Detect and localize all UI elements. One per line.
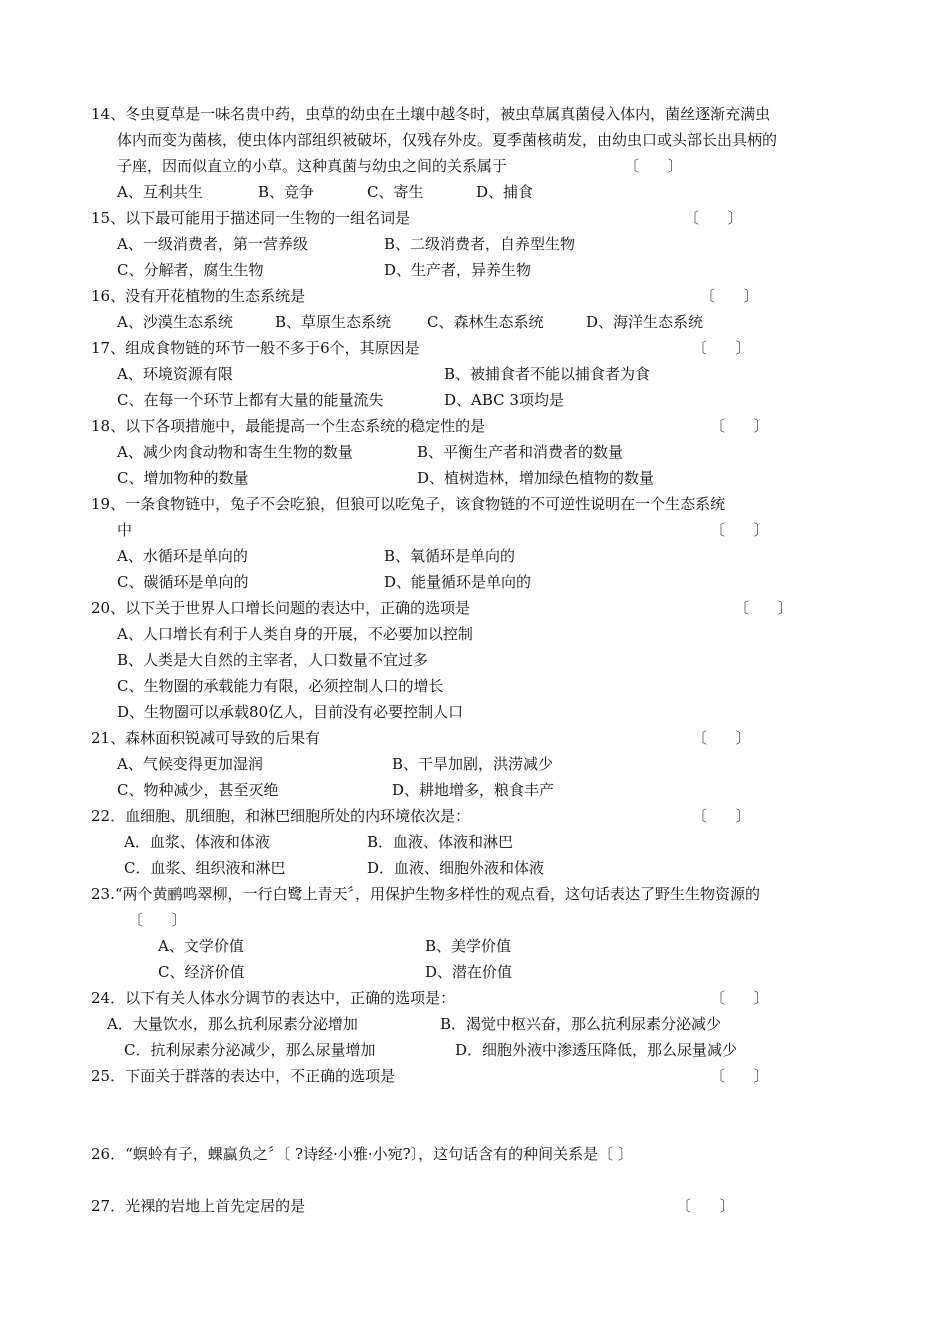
q20-option-b: B、人类是大自然的主宰者，人口数量不宜过多 xyxy=(117,651,429,669)
q23-stem: 23.“两个黄鹂鸣翠柳，一行白鹭上青天〞，用保护生物多样性的观点看，这句话表达了野生生物资源的 xyxy=(91,885,761,903)
q17-option-b: B、被捕食者不能以捕食者为食 xyxy=(444,365,651,383)
q19-stem-line2: 中 xyxy=(117,521,133,539)
q16-option-d: D、海洋生态系统 xyxy=(586,313,704,331)
q15-option-d: D、生产者，异养生物 xyxy=(384,261,532,279)
q14-option-b: B、竞争 xyxy=(258,183,315,201)
q14-option-c: C、寄生 xyxy=(367,183,424,201)
q16-option-a: A、沙漠生态系统 xyxy=(117,313,233,331)
q22-option-d: D．血液、细胞外液和体液 xyxy=(367,859,545,877)
q24-option-d: D．细胞外液中渗透压降低，那么尿量减少 xyxy=(455,1041,738,1059)
q19-option-c: C、碳循环是单向的 xyxy=(117,573,249,591)
q20-option-a: A、人口增长有利于人类自身的开展，不必要加以控制 xyxy=(117,625,473,643)
q14-stem-line1: 14、冬虫夏草是一味名贵中药，虫草的幼虫在土壤中越冬时，被虫草属真菌侵入体内，菌丝逐渐充满虫 xyxy=(91,105,771,123)
q17-option-a: A、环境资源有限 xyxy=(117,365,233,383)
q17-option-d: D、ABC 3项均是 xyxy=(444,391,564,409)
q18-stem: 18、以下各项措施中，最能提高一个生态系统的稳定性的是 xyxy=(91,417,486,435)
q14-option-d: D、捕食 xyxy=(476,183,534,201)
q15-option-c: C、分解者，腐生生物 xyxy=(117,261,264,279)
q14-stem-line2: 体内而变为菌核，使虫体内部组织被破坏，仅残存外皮。夏季菌核萌发，由幼虫口或头部长出具柄的 xyxy=(117,131,778,149)
q19-answer-blank: 〔 〕 xyxy=(710,521,769,539)
q25-stem: 25．下面关于群落的表达中，不正确的选项是 xyxy=(91,1067,396,1085)
q17-answer-blank: 〔 〕 xyxy=(692,339,751,357)
q24-option-a: A．大量饮水，那么抗利尿素分泌增加 xyxy=(107,1015,358,1033)
q21-answer-blank: 〔 〕 xyxy=(692,729,751,747)
q19-stem-line1: 19、一条食物链中，兔子不会吃狼，但狼可以吃兔子，该食物链的不可逆性说明在一个生态系统 xyxy=(91,495,726,513)
q18-option-d: D、植树造林，增加绿色植物的数量 xyxy=(417,469,655,487)
q22-option-b: B．血液、体液和淋巴 xyxy=(367,833,514,851)
q15-answer-blank: 〔 〕 xyxy=(684,209,743,227)
q18-option-c: C、增加物种的数量 xyxy=(117,469,249,487)
q26-stem: 26．“螟蛉有子，蜾蠃负之〞〔 ?诗经·小雅·小宛?〕，这句话含有的种间关系是〔 〕 xyxy=(91,1145,633,1163)
q18-option-a: A、减少肉食动物和寄生生物的数量 xyxy=(117,443,353,461)
q17-stem: 17、组成食物链的环节一般不多于6个，其原因是 xyxy=(91,339,420,357)
q25-answer-blank: 〔 〕 xyxy=(710,1067,769,1085)
q24-answer-blank: 〔 〕 xyxy=(710,989,769,1007)
q18-option-b: B、平衡生产者和消费者的数量 xyxy=(417,443,624,461)
q15-stem: 15、以下最可能用于描述同一生物的一组名词是 xyxy=(91,209,411,227)
q15-option-b: B、二级消费者，自养型生物 xyxy=(384,235,576,253)
q16-stem: 16、没有开花植物的生态系统是 xyxy=(91,287,306,305)
q20-answer-blank: 〔 〕 xyxy=(734,599,793,617)
q21-option-a: A、气候变得更加湿润 xyxy=(117,755,263,773)
q22-stem: 22．血细胞、肌细胞，和淋巴细胞所处的内环境依次是： xyxy=(91,807,471,825)
q19-option-a: A、水循环是单向的 xyxy=(117,547,248,565)
q20-stem: 20、以下关于世界人口增长问题的表达中，正确的选项是 xyxy=(91,599,471,617)
q23-option-d: D、潜在价值 xyxy=(425,963,513,981)
q14-option-a: A、互利共生 xyxy=(117,183,203,201)
q27-stem: 27．光裸的岩地上首先定居的是 xyxy=(91,1197,306,1215)
q24-option-b: B．渴觉中枢兴奋，那么抗利尿素分泌减少 xyxy=(440,1015,722,1033)
q24-option-c: C．抗利尿素分泌减少，那么尿量增加 xyxy=(124,1041,376,1059)
q14-stem-line3: 子座，因而似直立的小草。这种真菌与幼虫之间的关系属于 xyxy=(117,157,508,175)
q21-option-b: B、干旱加剧，洪涝减少 xyxy=(392,755,554,773)
q16-option-c: C、森林生态系统 xyxy=(427,313,544,331)
q22-option-a: A．血浆、体液和体液 xyxy=(124,833,270,851)
q18-answer-blank: 〔 〕 xyxy=(710,417,769,435)
q21-option-d: D、耕地增多，粮食丰产 xyxy=(392,781,555,799)
q27-answer-blank: 〔 〕 xyxy=(676,1197,735,1215)
q22-answer-blank: 〔 〕 xyxy=(692,807,751,825)
q24-stem: 24．以下有关人体水分调节的表达中，正确的选项是： xyxy=(91,989,456,1007)
q20-option-c: C、生物圈的承载能力有限，必须控制人口的增长 xyxy=(117,677,444,695)
q21-stem: 21、森林面积锐减可导致的后果有 xyxy=(91,729,321,747)
q23-option-a: A、文学价值 xyxy=(158,937,244,955)
q15-option-a: A、一级消费者，第一营养级 xyxy=(117,235,308,253)
q16-answer-blank: 〔 〕 xyxy=(700,287,759,305)
q21-option-c: C、物种减少，甚至灭绝 xyxy=(117,781,279,799)
q20-option-d: D、生物圈可以承载80亿人，目前没有必要控制人口 xyxy=(117,703,464,721)
q19-option-d: D、能量循环是单向的 xyxy=(384,573,532,591)
q23-answer-blank: 〔 〕 xyxy=(128,911,187,929)
q16-option-b: B、草原生态系统 xyxy=(275,313,392,331)
q17-option-c: C、在每一个环节上都有大量的能量流失 xyxy=(117,391,384,409)
q23-option-b: B、美学价值 xyxy=(425,937,512,955)
q19-option-b: B、氧循环是单向的 xyxy=(384,547,516,565)
q23-option-c: C、经济价值 xyxy=(158,963,245,981)
q22-option-c: C．血浆、组织液和淋巴 xyxy=(124,859,286,877)
q14-answer-blank: 〔 〕 xyxy=(624,157,683,175)
